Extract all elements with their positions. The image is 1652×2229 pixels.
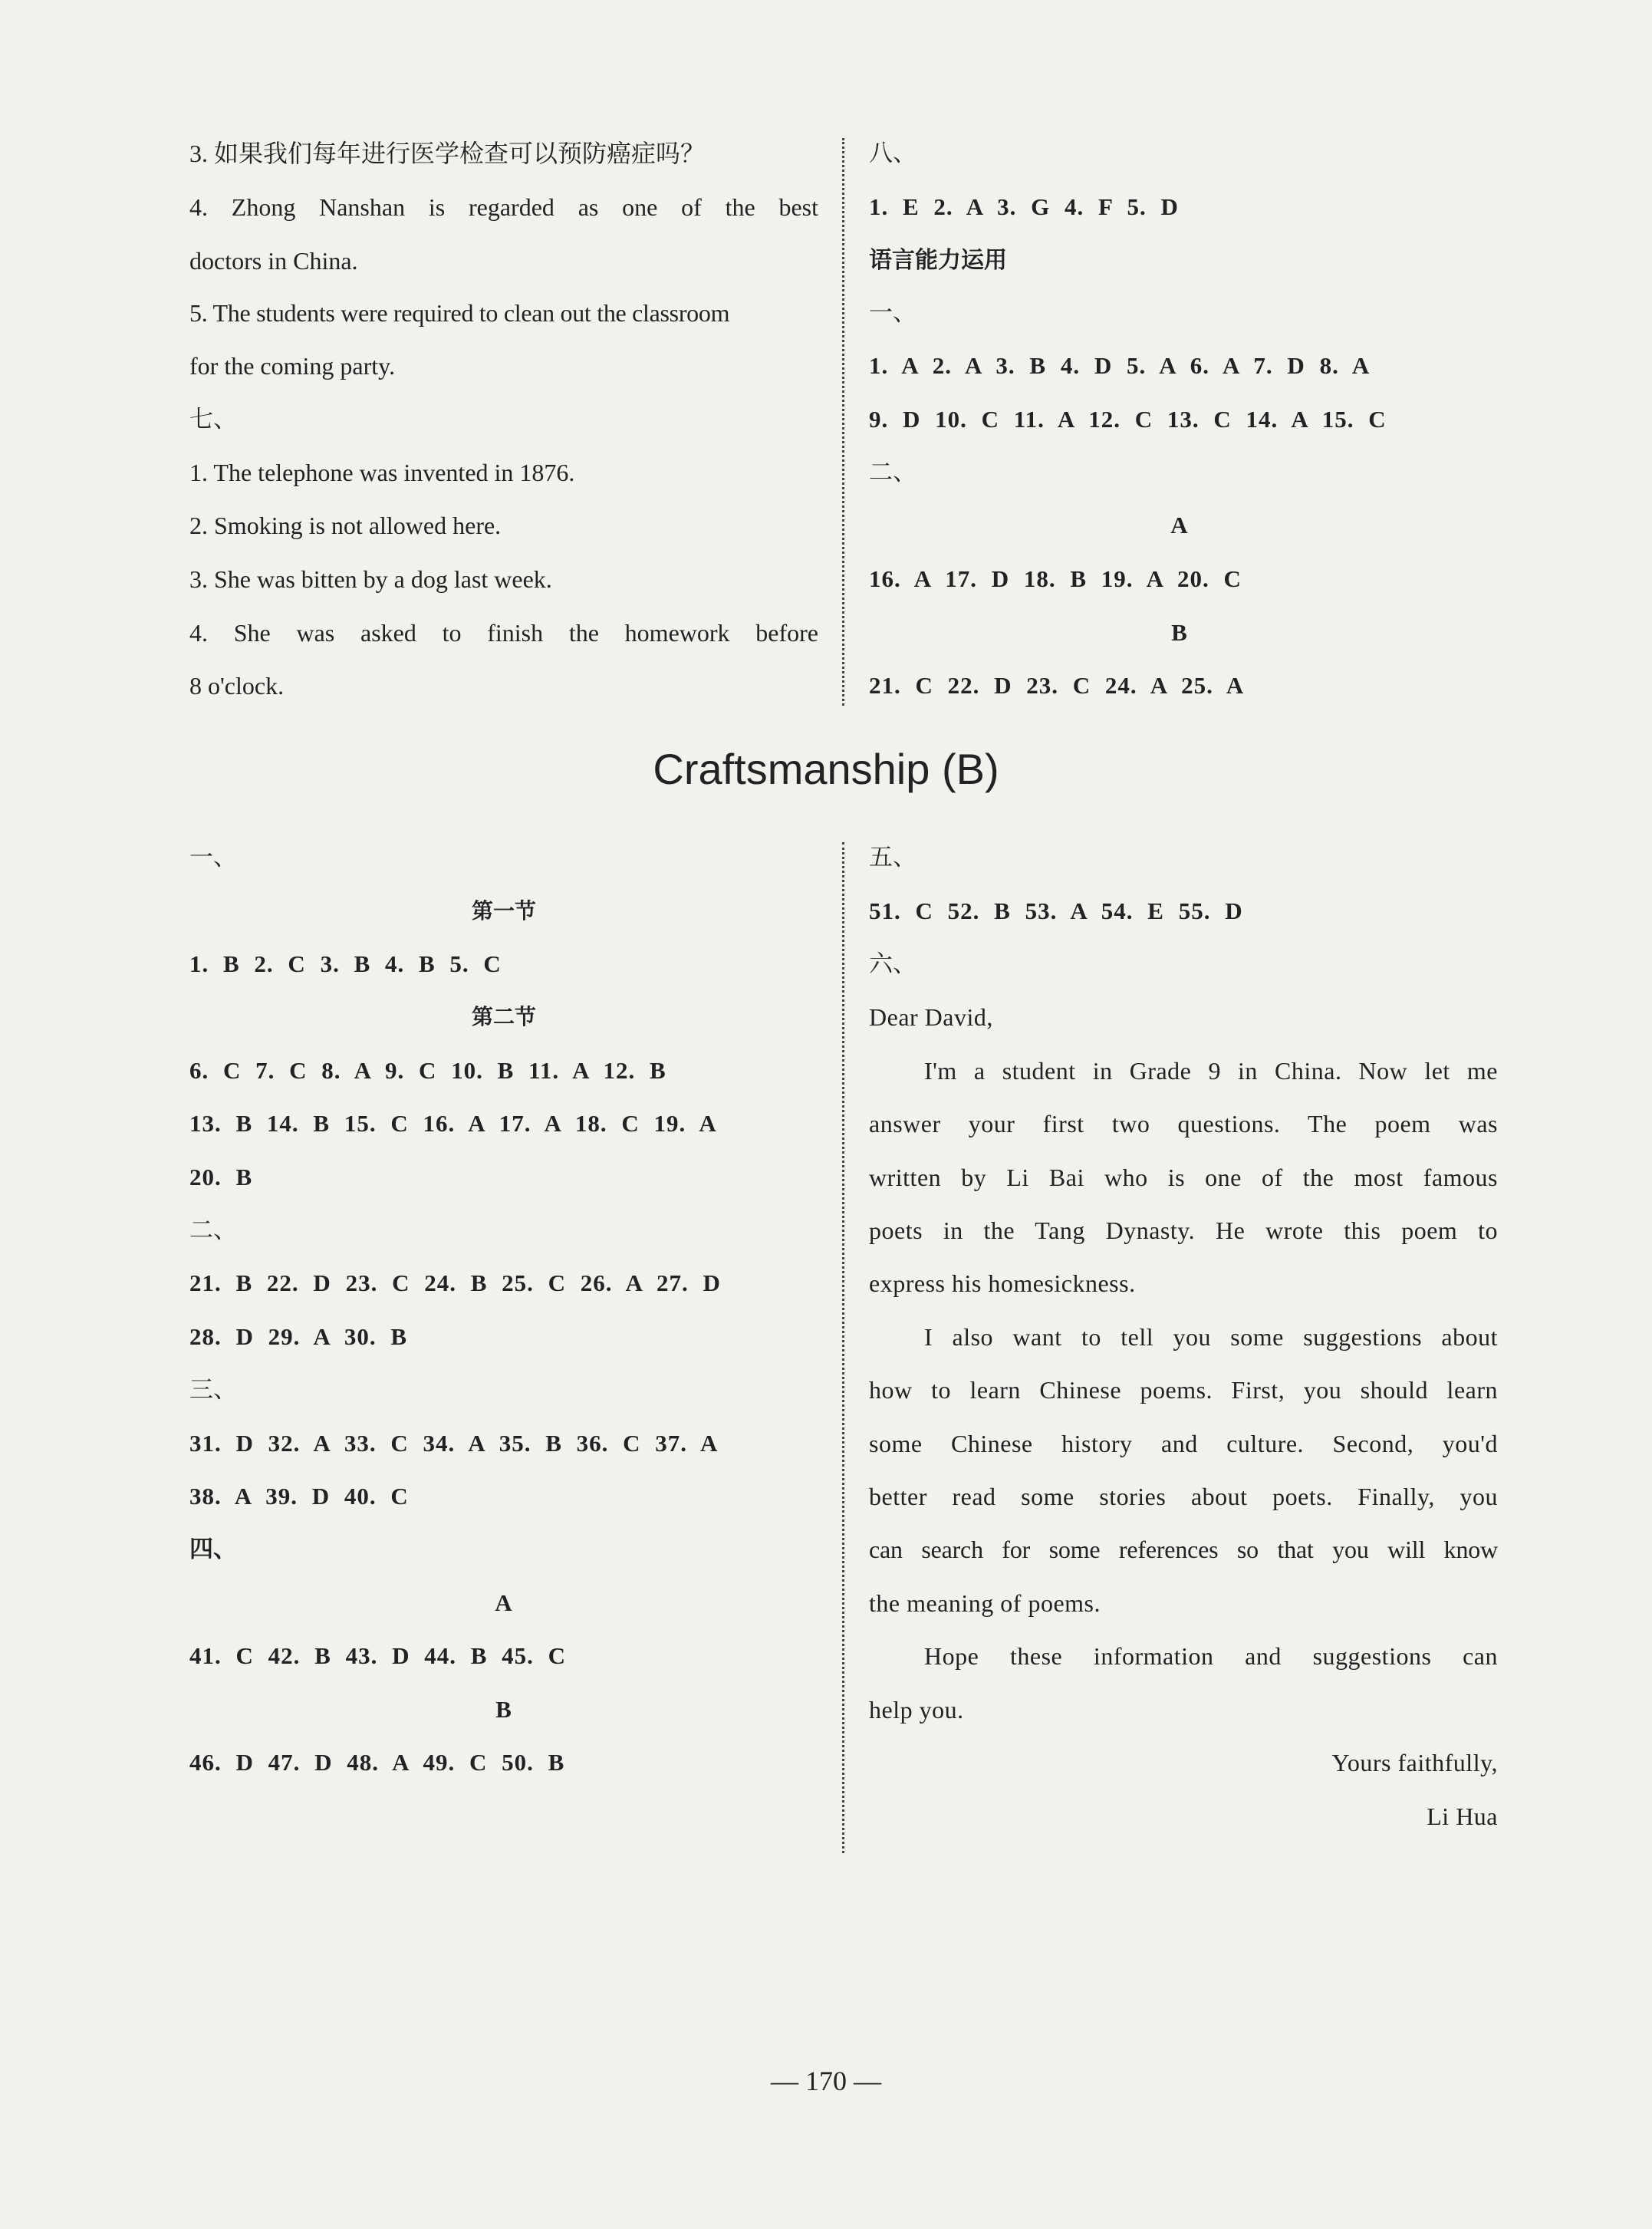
section-heading: 八、	[869, 140, 916, 166]
section-heading: 二、	[189, 1217, 237, 1243]
letter-line: answer your first two questions. The poem was	[869, 1110, 1498, 1138]
letter-salutation: Dear David,	[869, 1003, 993, 1031]
answer-row: 1. E 2. A 3. G 4. F 5. D	[869, 193, 1179, 220]
answer-row: 20. B	[189, 1164, 253, 1190]
answer-row: 46. D 47. D 48. A 49. C 50. B	[189, 1749, 565, 1776]
part-label: B	[1171, 619, 1188, 646]
text-line: doctors in China.	[189, 247, 358, 275]
letter-line: better read some stories about poets. Finally, you	[869, 1483, 1498, 1510]
text-line: 3. She was bitten by a dog last week.	[189, 565, 552, 593]
letter-line: help you.	[869, 1696, 964, 1724]
text-line: 4. She was asked to finish the homework before	[189, 619, 818, 647]
answer-row: 21. B 22. D 23. C 24. B 25. C 26. A 27. D	[189, 1269, 721, 1296]
text-line: for the coming party.	[189, 352, 396, 380]
column-divider	[842, 138, 844, 706]
part-label: A	[495, 1589, 513, 1616]
answer-row: 21. C 22. D 23. C 24. A 25. A	[869, 672, 1245, 699]
text-line: 4. Zhong Nanshan is regarded as one of the best	[189, 193, 818, 221]
letter-closing: Yours faithfully,	[1331, 1749, 1498, 1776]
text-line: 5. The students were required to clean out the classroom	[189, 299, 730, 327]
subsection-label: 第二节	[471, 1004, 536, 1029]
letter-line: Hope these information and suggestions can	[924, 1642, 1498, 1670]
part-label: A	[1170, 512, 1189, 538]
answer-row: 51. C 52. B 53. A 54. E 55. D	[869, 897, 1243, 924]
answer-row: 9. D 10. C 11. A 12. C 13. C 14. A 15. C	[869, 406, 1387, 433]
subsection-label: 第一节	[471, 898, 536, 924]
letter-line: poets in the Tang Dynasty. He wrote this poem to	[869, 1217, 1498, 1244]
section-heading: 一、	[189, 844, 237, 871]
section-heading: 七、	[189, 406, 237, 433]
section-heading: 三、	[189, 1376, 237, 1403]
section-heading: 四、	[189, 1536, 237, 1562]
section-title: 语言能力运用	[869, 247, 1007, 274]
part-label: B	[495, 1696, 512, 1723]
column-divider	[842, 842, 844, 1853]
answer-row: 38. A 39. D 40. C	[189, 1483, 409, 1510]
letter-line: some Chinese history and culture. Second, you'd	[869, 1430, 1498, 1457]
letter-line: I'm a student in Grade 9 in China. Now let me	[924, 1057, 1498, 1085]
answer-row: 16. A 17. D 18. B 19. A 20. C	[869, 565, 1242, 592]
answer-row: 41. C 42. B 43. D 44. B 45. C	[189, 1642, 567, 1669]
answer-row: 31. D 32. A 33. C 34. A 35. B 36. C 37. A	[189, 1430, 719, 1457]
answer-row: 13. B 14. B 15. C 16. A 17. A 18. C 19. A	[189, 1110, 717, 1137]
answer-row: 1. A 2. A 3. B 4. D 5. A 6. A 7. D 8. A	[869, 352, 1371, 379]
section-heading: 一、	[869, 299, 916, 326]
text-line: 1. The telephone was invented in 1876.	[189, 459, 575, 486]
answer-row: 28. D 29. A 30. B	[189, 1323, 408, 1350]
letter-line: can search for some references so that you will know	[869, 1536, 1498, 1563]
letter-line: written by Li Bai who is one of the most famous	[869, 1164, 1498, 1191]
letter-line: I also want to tell you some suggestions about	[924, 1323, 1498, 1351]
page-number: — 170 —	[771, 2066, 881, 2096]
letter-line: how to learn Chinese poems. First, you should learn	[869, 1376, 1498, 1404]
section-heading: 五、	[869, 844, 916, 871]
letter-line: the meaning of poems.	[869, 1589, 1101, 1617]
answer-row: 6. C 7. C 8. A 9. C 10. B 11. A 12. B	[189, 1057, 666, 1084]
page-title: Craftsmanship (B)	[653, 745, 999, 793]
text-line: 2. Smoking is not allowed here.	[189, 512, 502, 539]
section-heading: 二、	[869, 459, 916, 486]
section-heading: 六、	[869, 950, 916, 977]
letter-line: express his homesickness.	[869, 1269, 1136, 1297]
letter-signature: Li Hua	[1427, 1803, 1498, 1830]
text-line: 8 o'clock.	[189, 672, 285, 700]
text-line: 3. 如果我们每年进行医学检查可以预防癌症吗？	[189, 140, 706, 167]
answer-row: 1. B 2. C 3. B 4. B 5. C	[189, 950, 502, 977]
